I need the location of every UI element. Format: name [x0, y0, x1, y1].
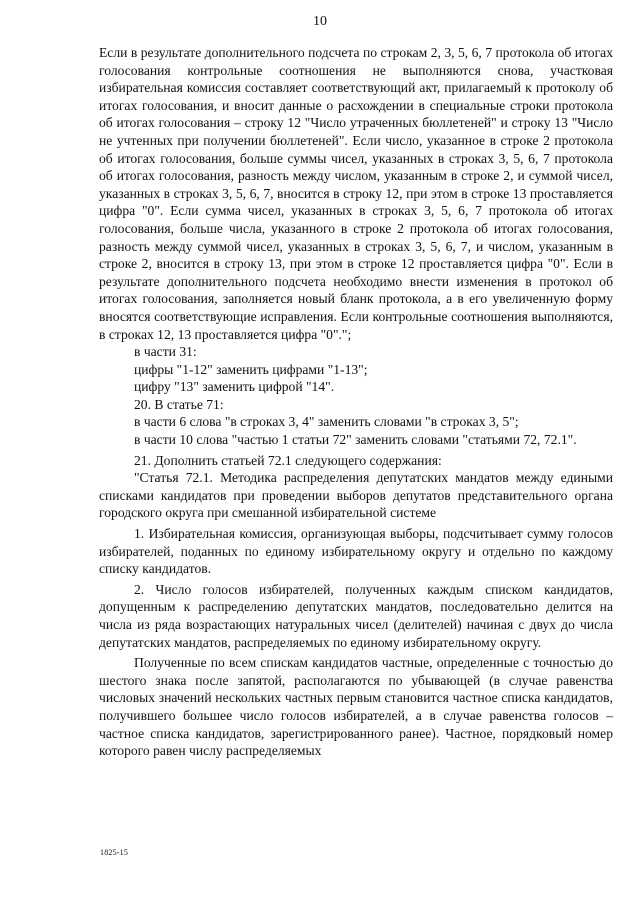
document-body: [99, 44, 613, 760]
paragraph-part-10: в части 10 слова "частью 1 статьи 72" заменить словами "статьями 72, 72.1".: [134, 432, 577, 448]
paragraph-digit-13: цифру "13" заменить цифрой "14".: [134, 379, 335, 395]
paragraph-part-31: в части 31:: [134, 344, 197, 360]
paragraph-part-6: в части 6 слова "в строках 3, 4" заменить словами "в строках 3, 5";: [134, 414, 519, 430]
page-number: 10: [313, 14, 327, 29]
paragraph-digits-1-12: цифры "1-12" заменить цифрами "1-13";: [134, 361, 368, 377]
paragraph-item-21: 21. Дополнить статьей 72.1 следующего содержания:: [134, 452, 442, 468]
paragraph-article-72-1-title: "Статья 72.1. Методика распределения депутатских мандатов между едиными списками кандидатов при проведении выборов депутатов представительного органа городского округа при смешанной избирательной системе: [99, 470, 613, 521]
paragraph-point-2: 2. Число голосов избирателей, полученных каждым списком кандидатов, допущенным к распределению депутатских мандатов, последовательно делится на числа из ряда возрастающих натуральных чисел (делителей) начиная с двух до числа депутатских мандатов, распределяемых по единому избирательному округу.: [99, 581, 613, 650]
paragraph-quotients: Полученные по всем спискам кандидатов частные, определенные с точностью до шестого знака после запятой, располагаются по убывающей (в случае равенства числовых значений нескольких частных первым становится частное списка кандидатов, получившего большее число голосов избирателей, а в случае равенства голосов – частное списка кандидатов, зарегистрированного ранее). Частное, порядковый номер которого равен числу распределяемых: [99, 655, 613, 759]
document-code: 1825-15: [100, 848, 129, 857]
paragraph-article-71: 20. В статье 71:: [134, 396, 224, 412]
paragraph-continuation: Если в результате дополнительного подсчета по строкам 2, 3, 5, 6, 7 протокола об итогах голосования контрольные соотношения не выполняются снова, участковая избирательная комиссия составляет соответствующий акт, прилагаемый к протоколу об итогах голосования, и вносит данные о расхождении в специальные строки протокола об итогах голосования – строку 12 "Число утраченных бюллетеней" и строку 13 "Число не учтенных при получении бюллетеней". Если число, указанное в строке 2 протокола об итогах голосования, больше суммы чисел, указанных в строках 3, 5, 6, 7 протокола об итогах голосования, разность между числом, указанным в строке 2, и суммой чисел, указанных в строках 3, 5, 6, 7, вносится в строку 12, при этом в строке 13 проставляется цифра "0". Если сумма чисел, указанных в строках 3, 5, 6, 7 протокола об итогах голосования, больше числа, указанного в строке 2 протокола об итогах голосования, разность между суммой чисел, указанных в строках 3, 5, 6, 7, и числом, указанным в строке 2, вносится в строку 13, при этом в строке 12 проставляется цифра "0". Если в результате дополнительного подсчета необходимо внести изменения в протокол об итогах голосования, заполняется новый бланк протокола, а в его увеличенную форму вносятся соответствующие исправления. Если контрольные соотношения выполняются, в строках 12, 13 проставляется цифра "0".";: [99, 45, 613, 342]
paragraph-point-1: 1. Избирательная комиссия, организующая выборы, подсчитывает сумму голосов избирателей, поданных по единому избирательному округу и отдельно по каждому списку кандидатов.: [99, 526, 613, 577]
